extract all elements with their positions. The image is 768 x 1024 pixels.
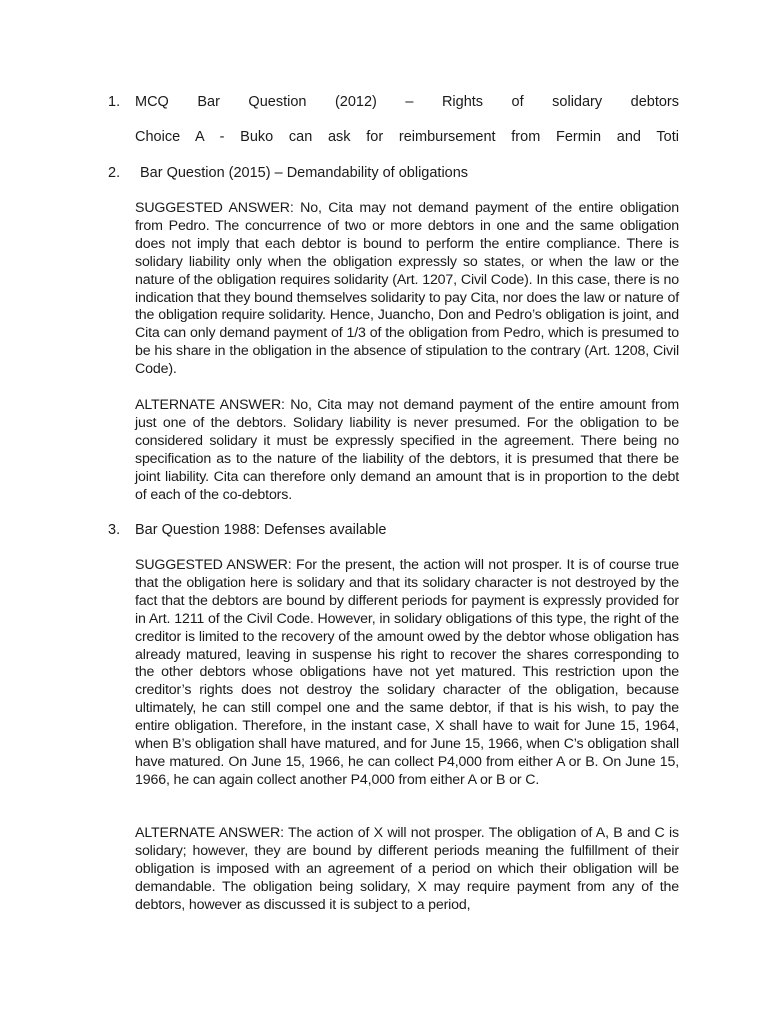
item-number: 3. (108, 522, 121, 538)
suggested-answer: SUGGESTED ANSWER: For the present, the action will not prosper. It is of course true that the obligation here is solidary and that its solidary character is not destroyed by the fact that the debtors are bound by different periods for payment is expressly provided for in Art. 1211 of the Civil Code. However, in solidary obligations of this type, the right of the creditor is limited to the recovery of the amount owed by the debtor whose obligation has already matured, leaving in suspense his right to recover the shares corresponding to the other debtors whose obligations have not yet matured. This restriction upon the creditor’s rights does not destroy the solidary character of the obligation, because ultimately, he can still compel one and the same debtor, if that is his wish, to pay the entire obligation. Therefore, in the instant case, X shall have to wait for June 15, 1964, when B’s obligation shall have matured, and for June 15, 1966, when C’s obligation shall have matured. On June 15, 1966, he can collect P4,000 from either A or B. On June 15, 1966, he can again collect another P4,000 from either A or B or C. (135, 557, 679, 788)
item-choice: Choice A - Buko can ask for reimbursement from Fermin and Toti (135, 129, 679, 145)
alternate-answer: ALTERNATE ANSWER: The action of X will not prosper. The obligation of A, B and C is solidary; however, they are bound by different periods meaning the fulfillment of their obligation is imposed with an agreement of a period on which their obligation will be demandable. The obligation being solidary, X may require payment from any of the debtors, however as discussed it is subject to a period, (135, 825, 679, 913)
item-heading: MCQ Bar Question (2012) – Rights of solidary debtors (135, 94, 679, 110)
alternate-answer: ALTERNATE ANSWER: No, Cita may not demand payment of the entire amount from just one of the debtors. Solidary liability is never presumed. For the obligation to be considered solidary it must be expressly specified in the agreement. There being no specification as to the nature of the liability of the debtors, it is presumed that there be joint liability. Cita can therefore only demand an amount that is in proportion to the debt of each of the co-debtors. (135, 397, 679, 503)
item-heading: Bar Question 1988: Defenses available (135, 522, 387, 538)
item-heading: Bar Question (2015) – Demandability of obligations (140, 165, 469, 181)
item-number: 1. (108, 94, 121, 110)
suggested-answer: SUGGESTED ANSWER: No, Cita may not demand payment of the entire obligation from Pedro. The concurrence of two or more debtors in one and the same obligation does not imply that each debtor is bound to perform the entire compliance. There is solidary liability only when the obligation expressly so states, or when the law or the nature of the obligation requires solidarity (Art. 1207, Civil Code). In this case, there is no indication that they bound themselves solidarity to pay Cita, nor does the law or nature of the obligation require solidarity. Hence, Juancho, Don and Pedro’s obligation is joint, and Cita can only demand payment of 1/3 of the obligation from Pedro, which is presumed to be his share in the obligation in the absence of stipulation to the contrary (Art. 1208, Civil Code). (135, 200, 679, 378)
item-number: 2. (108, 165, 121, 181)
